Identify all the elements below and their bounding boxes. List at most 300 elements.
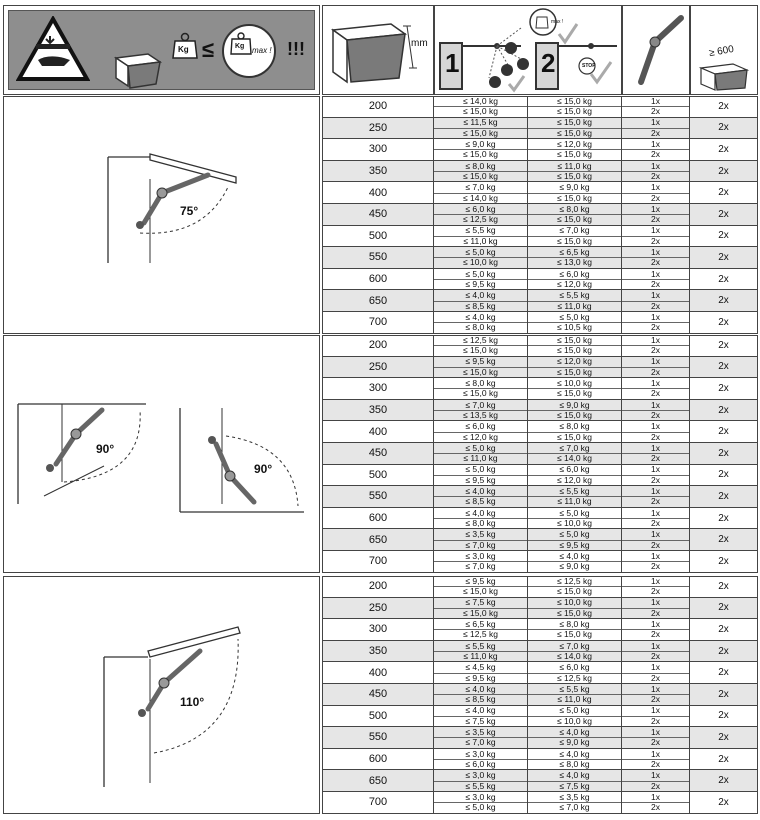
table-row [322,182,758,204]
depth-count-cell: 2x [690,357,758,379]
mechanism-count-cell [622,706,690,728]
value-line: ≤ 4,0 kg [434,486,527,497]
value-line: 2x [651,517,660,528]
weight-step1-cell [434,598,528,620]
cabinet-depth-icon [697,58,753,92]
value-line: ≤ 5,0 kg [434,269,527,280]
table-row [322,204,758,226]
weight-step2-cell [528,749,622,771]
value-line: ≤ 15,0 kg [463,127,498,138]
weight-step1-cell [434,551,528,573]
weight-step2-cell [528,486,622,508]
table-row [322,378,758,400]
weight-step2-cell [528,357,622,379]
value-line: 2x [651,539,660,550]
weight-step2-cell [528,551,622,573]
width-cell: 650 [322,770,434,792]
depth-count-cell: 2x [690,486,758,508]
table-row [322,508,758,530]
value-line: ≤ 15,0 kg [528,335,621,346]
value-line: 2x [651,607,660,618]
depth-count-cell: 2x [690,247,758,269]
weight-step2-cell [528,182,622,204]
value-line: 1x [622,684,689,695]
value-line: 2x [651,694,660,705]
table-row [322,619,758,641]
value-line: ≤ 15,0 kg [463,106,498,117]
table-row [322,161,758,183]
value-line: 2x [651,214,660,225]
weight-step1-cell [434,662,528,684]
width-cell: 250 [322,118,434,140]
step-1-number: 1 [445,48,460,78]
width-cell: 600 [322,749,434,771]
width-cell: 700 [322,551,434,573]
width-cell: 250 [322,598,434,620]
weight-step2-cell [528,619,622,641]
value-line: 1x [622,465,689,476]
value-line: ≤ 6,5 kg [528,247,621,258]
value-line: ≤ 7,0 kg [434,400,527,411]
value-line: ≤ 15,0 kg [557,170,592,181]
value-line: 1x [622,508,689,519]
weight-step1-cell [434,727,528,749]
value-line: ≤ 5,0 kg [528,706,621,717]
width-cell: 350 [322,400,434,422]
width-cell: 600 [322,508,434,530]
weight-label: Kg [178,45,189,54]
value-line: 1x [622,290,689,301]
weight-step2-cell [528,598,622,620]
value-line: ≤ 15,0 kg [557,235,592,246]
depth-count-cell: 2x [690,400,758,422]
weight-step1-cell [434,684,528,706]
value-line: ≤ 4,0 kg [528,770,621,781]
depth-count-cell: 2x [690,421,758,443]
value-line: ≤ 9,0 kg [559,737,590,748]
mechanism-count-cell [622,792,690,814]
table-row [322,312,758,334]
value-line: ≤ 12,5 kg [463,629,498,640]
value-line: 2x [651,737,660,748]
width-cell: 450 [322,204,434,226]
value-line: ≤ 10,0 kg [528,378,621,389]
width-cell: 500 [322,465,434,487]
mechanism-count-cell [622,529,690,551]
value-line: 2x [651,192,660,203]
value-line: ≤ 6,0 kg [465,758,496,769]
value-line: ≤ 8,5 kg [465,694,496,705]
value-line: 1x [622,421,689,432]
value-line: ≤ 9,5 kg [465,474,496,485]
weight-step2-cell [528,269,622,291]
value-line: ≤ 9,5 kg [559,539,590,550]
value-line: 2x [651,715,660,726]
mechanism-count-cell [622,96,690,118]
angle-illustration-3 [3,576,320,814]
mechanism-count-cell [622,619,690,641]
lift-diagram-icon [461,8,621,94]
weight-step1-cell [434,357,528,379]
weight-step1-cell [434,247,528,269]
value-line: 2x [651,780,660,791]
width-cell: 600 [322,269,434,291]
value-line: ≤ 3,5 kg [528,792,621,803]
value-line: 1x [622,727,689,738]
leq-symbol: ≤ [202,37,215,62]
value-line: ≤ 14,0 kg [557,453,592,464]
mechanism-count-cell [622,641,690,663]
mechanism-count-cell [622,139,690,161]
value-line: ≤ 12,0 kg [528,357,621,368]
value-line: ≤ 11,0 kg [528,161,621,172]
width-cell: 300 [322,619,434,641]
value-line: 2x [651,650,660,661]
angle-illustration-1 [3,96,320,334]
table-row [322,226,758,248]
mechanism-count-cell [622,247,690,269]
weight-step2-cell [528,684,622,706]
value-line: ≤ 11,5 kg [434,118,527,129]
value-line: ≤ 15,0 kg [557,409,592,420]
table-header [0,0,760,96]
value-line: ≤ 7,5 kg [434,598,527,609]
weight-step1-cell [434,792,528,814]
value-line: ≤ 7,0 kg [528,226,621,237]
width-cell: 550 [322,247,434,269]
weight-step1-cell [434,118,528,140]
depth-count-cell: 2x [690,727,758,749]
mechanism-count-cell [622,400,690,422]
value-line: 2x [651,586,660,597]
weight-step1-cell [434,508,528,530]
value-line: 1x [622,139,689,150]
table-row [322,357,758,379]
value-line: ≤ 5,0 kg [465,802,496,813]
width-cell: 450 [322,443,434,465]
value-line: 1x [622,529,689,540]
value-line: 1x [622,486,689,497]
weight-step2-cell [528,770,622,792]
weight-step1-cell [434,706,528,728]
mechanism-count-cell [622,269,690,291]
width-cell: 400 [322,421,434,443]
value-line: ≤ 6,5 kg [434,619,527,630]
value-line: ≤ 12,0 kg [557,278,592,289]
value-line: ≤ 4,0 kg [528,749,621,760]
weight-step2-cell [528,378,622,400]
depth-count-cell: 2x [690,118,758,140]
opening-angle-label: 75° [180,204,199,218]
value-line: ≤ 15,0 kg [463,586,498,597]
pinch-hazard-icon [16,16,90,82]
value-line: ≤ 12,0 kg [528,139,621,150]
value-line: ≤ 5,0 kg [528,312,621,323]
value-line: ≤ 7,0 kg [465,561,496,572]
table-row [322,269,758,291]
weight-step2-cell [528,96,622,118]
value-line: 2x [651,278,660,289]
value-line: 2x [651,170,660,181]
value-line: ≤ 11,0 kg [463,650,498,661]
value-line: ≤ 3,5 kg [434,727,527,738]
table-row [322,576,758,598]
value-line: ≤ 5,0 kg [434,465,527,476]
lift-angle-diagram [4,577,316,815]
value-line: ≤ 9,0 kg [559,561,590,572]
value-line: ≤ 7,5 kg [559,780,590,791]
width-header-cell [322,5,434,95]
weight-step1-cell [434,529,528,551]
value-line: ≤ 4,0 kg [434,312,527,323]
depth-count-cell: 2x [690,619,758,641]
weight-step2-cell [528,247,622,269]
table-row [322,421,758,443]
value-line: ≤ 5,0 kg [434,443,527,454]
width-cell: 350 [322,641,434,663]
mechanism-count-cell [622,551,690,573]
value-line: 1x [622,335,689,346]
value-line: ≤ 11,0 kg [557,496,592,507]
depth-count-cell: 2x [690,139,758,161]
table-row [322,400,758,422]
value-line: 1x [622,551,689,562]
mechanism-count-cell [622,486,690,508]
depth-count-cell: 2x [690,204,758,226]
weight-step2-cell [528,400,622,422]
value-line: 2x [651,629,660,640]
table-row [322,486,758,508]
value-line: ≤ 15,0 kg [557,366,592,377]
value-line: ≤ 15,0 kg [557,607,592,618]
value-line: ≤ 15,0 kg [557,629,592,640]
value-line: ≤ 4,5 kg [434,662,527,673]
value-line: 1x [622,247,689,258]
weight-step2-cell [528,290,622,312]
value-line: ≤ 15,0 kg [557,192,592,203]
value-line: 2x [651,235,660,246]
depth-header-cell [690,5,758,95]
value-line: 1x [622,792,689,803]
depth-count-cell: 2x [690,792,758,814]
value-line: ≤ 8,0 kg [434,378,527,389]
value-line: ≤ 4,0 kg [528,727,621,738]
value-line: ≤ 15,0 kg [528,96,621,107]
value-line: ≤ 6,0 kg [528,662,621,673]
weight-step1-cell [434,443,528,465]
value-line: 2x [651,106,660,117]
weight-step1-cell [434,378,528,400]
weight-step1-cell [434,139,528,161]
table-row [322,139,758,161]
depth-count-cell: 2x [690,161,758,183]
table-row [322,792,758,814]
stop-label: STOP [582,63,596,69]
lift-angle-diagram [4,97,316,330]
value-line: ≤ 8,0 kg [465,517,496,528]
value-line: ≤ 12,5 kg [528,576,621,587]
value-line: 2x [651,561,660,572]
max-label-small: max ! [551,19,564,25]
value-line: ≤ 15,0 kg [463,388,498,399]
value-line: ≤ 10,0 kg [528,598,621,609]
mechanism-count-cell [622,576,690,598]
weight-step1-cell [434,335,528,357]
weight-step1-cell [434,619,528,641]
value-line: 1x [622,598,689,609]
width-cell: 200 [322,576,434,598]
value-line: ≤ 6,0 kg [434,204,527,215]
depth-count-cell: 2x [690,312,758,334]
value-line: 2x [651,758,660,769]
table-row [322,770,758,792]
cabinet-icon [112,46,164,90]
weight-step1-cell [434,400,528,422]
mechanism-count-cell [622,727,690,749]
weight-step2-cell [528,204,622,226]
value-line: ≤ 14,0 kg [557,650,592,661]
weight-step2-cell [528,139,622,161]
mechanism-count-cell [622,226,690,248]
depth-count-cell: 2x [690,443,758,465]
value-line: ≤ 11,0 kg [557,694,592,705]
value-line: 1x [622,619,689,630]
table-row [322,684,758,706]
width-cell: 700 [322,792,434,814]
opening-angle-label-2: 90° [254,462,273,476]
value-line: ≤ 9,0 kg [528,182,621,193]
value-line: ≤ 11,0 kg [463,235,498,246]
mechanism-count-cell [622,204,690,226]
weight-step2-cell [528,226,622,248]
weight-step2-cell [528,312,622,334]
width-cell: 200 [322,96,434,118]
max-label: max ! [252,46,272,55]
weight-step1-cell [434,421,528,443]
value-line: 1x [622,443,689,454]
value-line: ≤ 12,5 kg [434,335,527,346]
width-cell: 550 [322,486,434,508]
value-line: ≤ 15,0 kg [463,345,498,356]
value-line: ≤ 9,5 kg [465,672,496,683]
table-row [322,727,758,749]
depth-count-cell: 2x [690,551,758,573]
width-cell: 650 [322,529,434,551]
value-line: ≤ 8,5 kg [465,496,496,507]
weight-step1-cell [434,312,528,334]
width-cell: 400 [322,662,434,684]
mechanism-count-cell [622,378,690,400]
depth-count-cell: 2x [690,508,758,530]
value-line: ≤ 15,0 kg [557,214,592,225]
value-line: ≤ 5,0 kg [528,508,621,519]
weight-step1-cell [434,770,528,792]
min-width-label: ≥ 600 [708,43,735,60]
weight-step1-cell [434,576,528,598]
mechanism-count-cell [622,182,690,204]
table-row [322,641,758,663]
value-line: ≤ 7,0 kg [559,802,590,813]
width-cell: 350 [322,161,434,183]
depth-count-cell: 2x [690,598,758,620]
value-line: ≤ 15,0 kg [557,431,592,442]
depth-count-cell: 2x [690,465,758,487]
value-line: ≤ 3,0 kg [434,792,527,803]
value-line: ≤ 9,5 kg [434,576,527,587]
width-cell: 250 [322,357,434,379]
weight-step1-cell [434,226,528,248]
weight-step2-cell [528,465,622,487]
value-line: ≤ 5,5 kg [465,780,496,791]
table-row [322,551,758,573]
depth-count-cell: 2x [690,662,758,684]
mechanism-count-cell [622,770,690,792]
value-line: ≤ 15,0 kg [463,607,498,618]
weight-step1-cell [434,96,528,118]
value-line: ≤ 10,0 kg [463,257,498,268]
value-line: ≤ 5,0 kg [528,529,621,540]
exclamation-marks: !!! [287,39,305,59]
weight-step2-cell [528,641,622,663]
width-cell: 650 [322,290,434,312]
width-cell: 450 [322,684,434,706]
value-line: ≤ 6,0 kg [528,269,621,280]
value-line: 1x [622,749,689,760]
value-line: ≤ 12,0 kg [557,474,592,485]
mechanism-count-cell [622,662,690,684]
opening-angle-label: 90° [96,442,115,456]
value-line: ≤ 3,5 kg [434,529,527,540]
value-line: ≤ 5,5 kg [434,641,527,652]
value-line: 2x [651,409,660,420]
table-row [322,706,758,728]
width-cell: 200 [322,335,434,357]
depth-count-cell: 2x [690,576,758,598]
weight-step1-cell [434,749,528,771]
mechanism-count-cell [622,312,690,334]
table-row [322,443,758,465]
value-line: ≤ 14,0 kg [434,96,527,107]
weight-step1-cell [434,204,528,226]
value-line: ≤ 7,0 kg [434,182,527,193]
value-line: ≤ 8,0 kg [528,204,621,215]
weight-step1-cell [434,290,528,312]
depth-count-cell: 2x [690,641,758,663]
value-line: ≤ 4,0 kg [528,551,621,562]
depth-count-cell: 2x [690,290,758,312]
weight-step1-cell [434,465,528,487]
warning-header-cell [3,5,320,95]
value-line: 1x [622,118,689,129]
value-line: 1x [622,312,689,323]
value-line: ≤ 12,5 kg [463,214,498,225]
value-line: ≤ 9,0 kg [434,139,527,150]
width-cell: 300 [322,378,434,400]
value-line: 1x [622,204,689,215]
value-line: ≤ 15,0 kg [557,345,592,356]
value-line: ≤ 7,0 kg [465,737,496,748]
value-line: ≤ 5,0 kg [434,247,527,258]
value-line: ≤ 12,0 kg [463,431,498,442]
width-cell: 300 [322,139,434,161]
table-row [322,96,758,118]
value-line: 1x [622,357,689,368]
value-line: 1x [622,269,689,280]
weight-step2-cell [528,706,622,728]
value-line: 1x [622,161,689,172]
weight-step2-cell [528,529,622,551]
value-line: ≤ 14,0 kg [463,192,498,203]
